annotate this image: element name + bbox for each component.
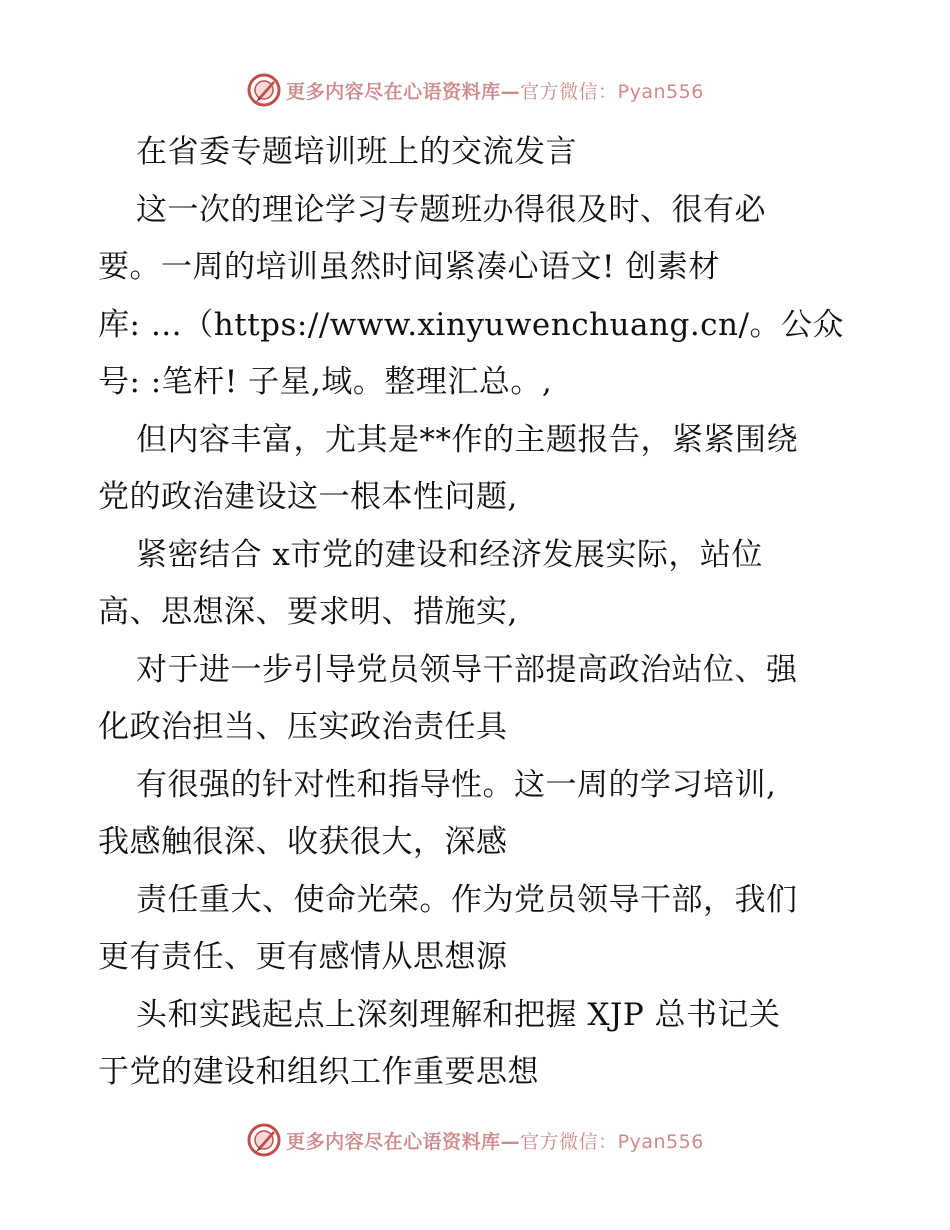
paragraph-line: 库: …（https://www.xinyuwenchuang.cn/。公众	[98, 306, 844, 343]
paragraph-line: 化政治担当、压实政治责任具	[98, 709, 508, 745]
paragraph-line: 这一次的理论学习专题班办得很及时、很有必	[136, 191, 766, 228]
watermark-footer	[0, 1120, 950, 1160]
watermark-text	[286, 1127, 704, 1154]
watermark-separator: —	[500, 80, 521, 103]
paragraph-line: 于党的建设和组织工作重要思想	[98, 1054, 539, 1090]
quill-pen-logo-icon	[246, 72, 282, 108]
paragraph-line: 号: :笔杆! 子星,域。整理汇总。,	[98, 364, 553, 400]
quill-pen-logo-icon	[246, 1122, 282, 1158]
paragraph-line: 头和实践起点上深刻理解和把握 XJP 总书记关	[136, 996, 781, 1033]
watermark-site: 更多内容尽在心语资料库	[286, 1130, 501, 1153]
watermark-site: 更多内容尽在心语资料库	[286, 80, 501, 103]
paragraph-line: 更有责任、更有感情从思想源	[98, 939, 508, 975]
watermark-contact: 官方微信：Pyan556	[520, 80, 704, 103]
paragraph-line: 责任重大、使命光荣。作为党员领导干部，我们	[136, 881, 798, 918]
watermark-text	[286, 77, 704, 104]
document-body	[98, 124, 858, 1102]
watermark-contact: 官方微信：Pyan556	[520, 1130, 704, 1153]
paragraph-line: 党的政治建设这一根本性问题,	[98, 479, 518, 515]
watermark-separator: —	[500, 1130, 521, 1153]
paragraph-line: 高、思想深、要求明、措施实,	[98, 594, 518, 630]
paragraph-line: 要。一周的培训虽然时间紧凑心语文! 创素材	[98, 249, 720, 285]
document-title: 在省委专题培训班上的交流发言	[136, 134, 577, 170]
paragraph-line: 对于进一步引导党员领导干部提高政治站位、强	[136, 651, 798, 688]
paragraph-line: 但内容丰富，尤其是**作的主题报告，紧紧围绕	[136, 421, 798, 458]
paragraph-line: 紧密结合 x市党的建设和经济发展实际，站位	[136, 536, 763, 573]
watermark-header	[0, 70, 950, 110]
paragraph-line: 有很强的针对性和指导性。这一周的学习培训,	[136, 766, 777, 803]
paragraph-line: 我感触很深、收获很大，深感	[98, 824, 508, 860]
